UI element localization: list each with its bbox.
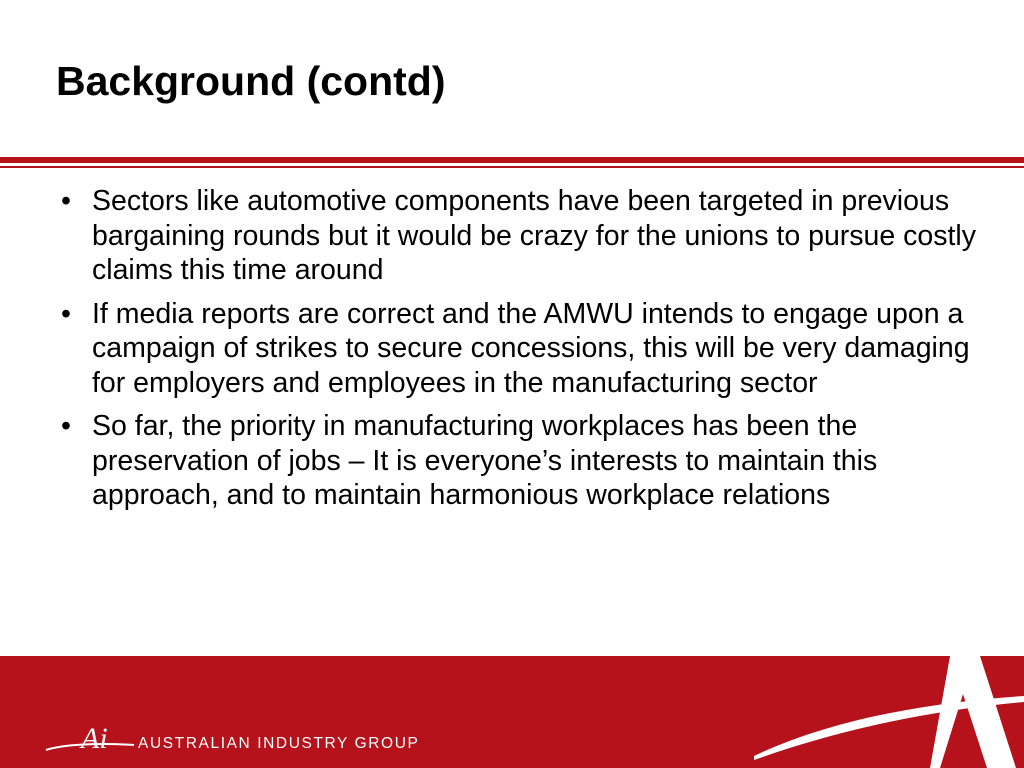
- bullet-text: So far, the priority in manufacturing workplaces has been the preservation of jobs – It is everyone’s interests to maintain this approach, and to maintain harmonious workplace relations: [92, 410, 878, 511]
- bullet-text: Sectors like automotive components have been targeted in previous bargaining rounds but it would be crazy for the unions to pursue costly claims this time around: [92, 185, 977, 286]
- logo-lettering: Ai: [81, 722, 108, 755]
- organisation-name: AUSTRALIAN INDUSTRY GROUP: [138, 735, 420, 752]
- bullet-item: [56, 409, 986, 513]
- bullet-text: If media reports are correct and the AMWU intends to engage upon a campaign of strikes to secure concessions, this will be very damaging for employers and employees in the manufacturing sector: [92, 297, 970, 399]
- bullet-marker: •: [61, 297, 71, 330]
- bullet-list: [56, 184, 986, 522]
- footer-band: [0, 656, 1024, 768]
- large-a-mark-icon: [744, 656, 1024, 768]
- ai-swoosh-logo-icon: [44, 716, 136, 756]
- title-divider-thick: [0, 157, 1024, 163]
- slide-title: Background (contd): [56, 58, 446, 104]
- bullet-marker: •: [61, 185, 71, 217]
- bullet-marker: •: [61, 410, 71, 442]
- title-divider-thin: [0, 166, 1024, 168]
- bullet-item: [56, 297, 986, 401]
- bullet-item: [56, 184, 986, 288]
